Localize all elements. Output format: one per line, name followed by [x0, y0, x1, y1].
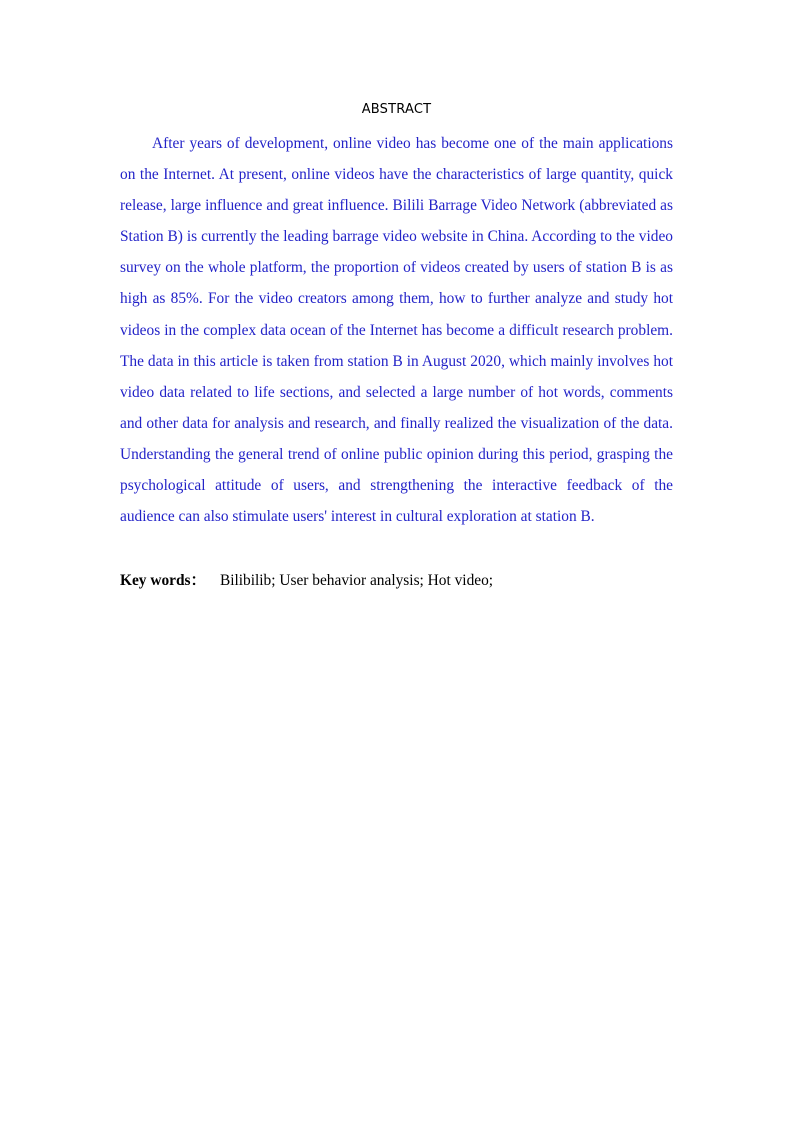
- keywords-value: Bilibilib; User behavior analysis; Hot video;: [219, 572, 494, 589]
- abstract-paragraph: After years of development, online video has become one of the main applications on the Internet. At present, online videos have the characteristics of large quantity, quick release, large influence and great influence. Bilili Barrage Video Network (abbreviated as Station B) is currently the leading barrage video website in China. According to the video survey on the whole platform, the proportion of videos created by users of station B is as high as 85%. For the video creators among them, how to further analyze and study hot videos in the complex data ocean of the Internet has become a difficult research problem. The data in this article is taken from station B in August 2020, which mainly involves hot video data related to life sections, and selected a large number of hot words, comments and other data for analysis and research, and finally realized the visualization of the data. Understanding the general trend of online public opinion during this period, grasping the psychological attitude of users, and strengthening the interactive feedback of the audience can also stimulate users' interest in cultural exploration at station B.: [120, 135, 673, 526]
- keywords-line: [120, 565, 673, 596]
- abstract-heading: ABSTRACT: [361, 102, 432, 117]
- keywords-label: Key words：: [120, 572, 206, 589]
